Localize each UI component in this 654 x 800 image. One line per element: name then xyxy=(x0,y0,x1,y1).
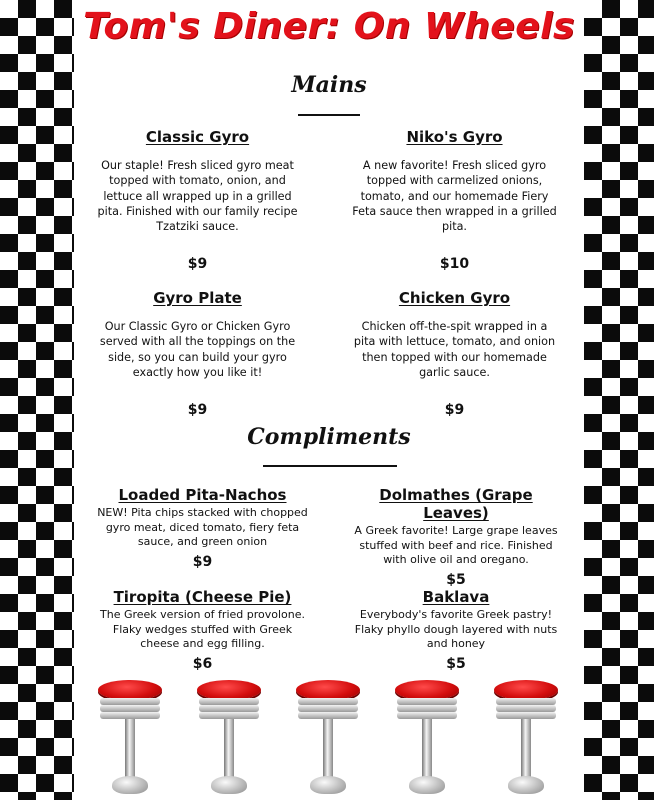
item-description: Our Classic Gyro or Chicken Gyro served with all the toppings on the side, so you can build your gyro exactly how you like it! xyxy=(99,320,296,379)
item-name: Niko's Gyro xyxy=(406,128,503,146)
item-price: $9 xyxy=(187,402,208,419)
item-name: Tiropita (Cheese Pie) xyxy=(113,588,292,606)
diner-stool xyxy=(98,676,162,800)
item-name: Classic Gyro xyxy=(145,128,250,146)
stool-seat xyxy=(494,680,558,700)
stool-seat xyxy=(197,680,261,700)
compliments-divider xyxy=(263,465,397,467)
diner-stool xyxy=(197,676,261,800)
item-name: Dolmathes (Grape Leaves) xyxy=(379,486,533,522)
item-name: Baklava xyxy=(422,588,490,606)
stool-seat xyxy=(98,680,162,700)
compliments-heading: Compliments xyxy=(247,424,411,450)
menu-item-chicken-gyro xyxy=(352,289,557,418)
menu-item-loaded-pita-nachos xyxy=(95,486,310,570)
diner-stools-row xyxy=(90,676,564,800)
item-price: $9 xyxy=(187,256,208,273)
item-description: Everybody's favorite Greek pastry! Flaky phyllo dough layered with nuts and honey xyxy=(354,608,558,650)
menu-item-classic-gyro xyxy=(95,128,300,272)
menu-item-gyro-plate xyxy=(95,289,300,418)
checkered-border-left xyxy=(0,0,74,800)
item-price: $10 xyxy=(439,256,470,273)
checkered-border-right xyxy=(584,0,654,800)
item-description: Our staple! Fresh sliced gyro meat topped with tomato, onion, and lettuce all wrapped up in a grilled pita. Finished with our family recipe Tzatziki sauce. xyxy=(97,159,298,234)
item-description: Chicken off-the-spit wrapped in a pita with lettuce, tomato, and onion then topped with our homemade garlic sauce. xyxy=(353,320,556,379)
mains-heading: Mains xyxy=(291,72,367,98)
menu-item-dolmathes xyxy=(350,486,562,588)
stool-seat xyxy=(395,680,459,700)
item-price: $9 xyxy=(444,402,465,419)
item-name: Gyro Plate xyxy=(153,289,242,307)
item-name: Loaded Pita-Nachos xyxy=(118,486,287,504)
diner-stool xyxy=(395,676,459,800)
item-price: $6 xyxy=(192,655,213,672)
item-price: $9 xyxy=(192,553,213,570)
item-description: NEW! Pita chips stacked with chopped gyro meat, diced tomato, fiery feta sauce, and green onion xyxy=(97,506,308,548)
stool-seat xyxy=(296,680,360,700)
item-name: Chicken Gyro xyxy=(398,289,511,307)
mains-divider xyxy=(298,114,360,116)
menu-item-tiropita xyxy=(95,588,310,672)
item-price: $5 xyxy=(446,655,466,672)
diner-stool xyxy=(494,676,558,800)
item-price: $5 xyxy=(446,571,466,588)
diner-stool xyxy=(296,676,360,800)
item-description: The Greek version of fried provolone. Flaky wedges stuffed with Greek cheese and egg filling. xyxy=(100,608,305,650)
menu-item-nikos-gyro xyxy=(352,128,557,272)
item-description: A new favorite! Fresh sliced gyro topped with carmelized onions, tomato, and our homemade Fiery Feta sauce then wrapped in a grilled pita. xyxy=(352,159,557,234)
menu-item-baklava xyxy=(352,588,560,672)
item-description: A Greek favorite! Large grape leaves stuffed with beef and rice. Finished with olive oil and oregano. xyxy=(354,524,558,566)
menu-title: Tom's Diner: On Wheels xyxy=(83,6,575,47)
